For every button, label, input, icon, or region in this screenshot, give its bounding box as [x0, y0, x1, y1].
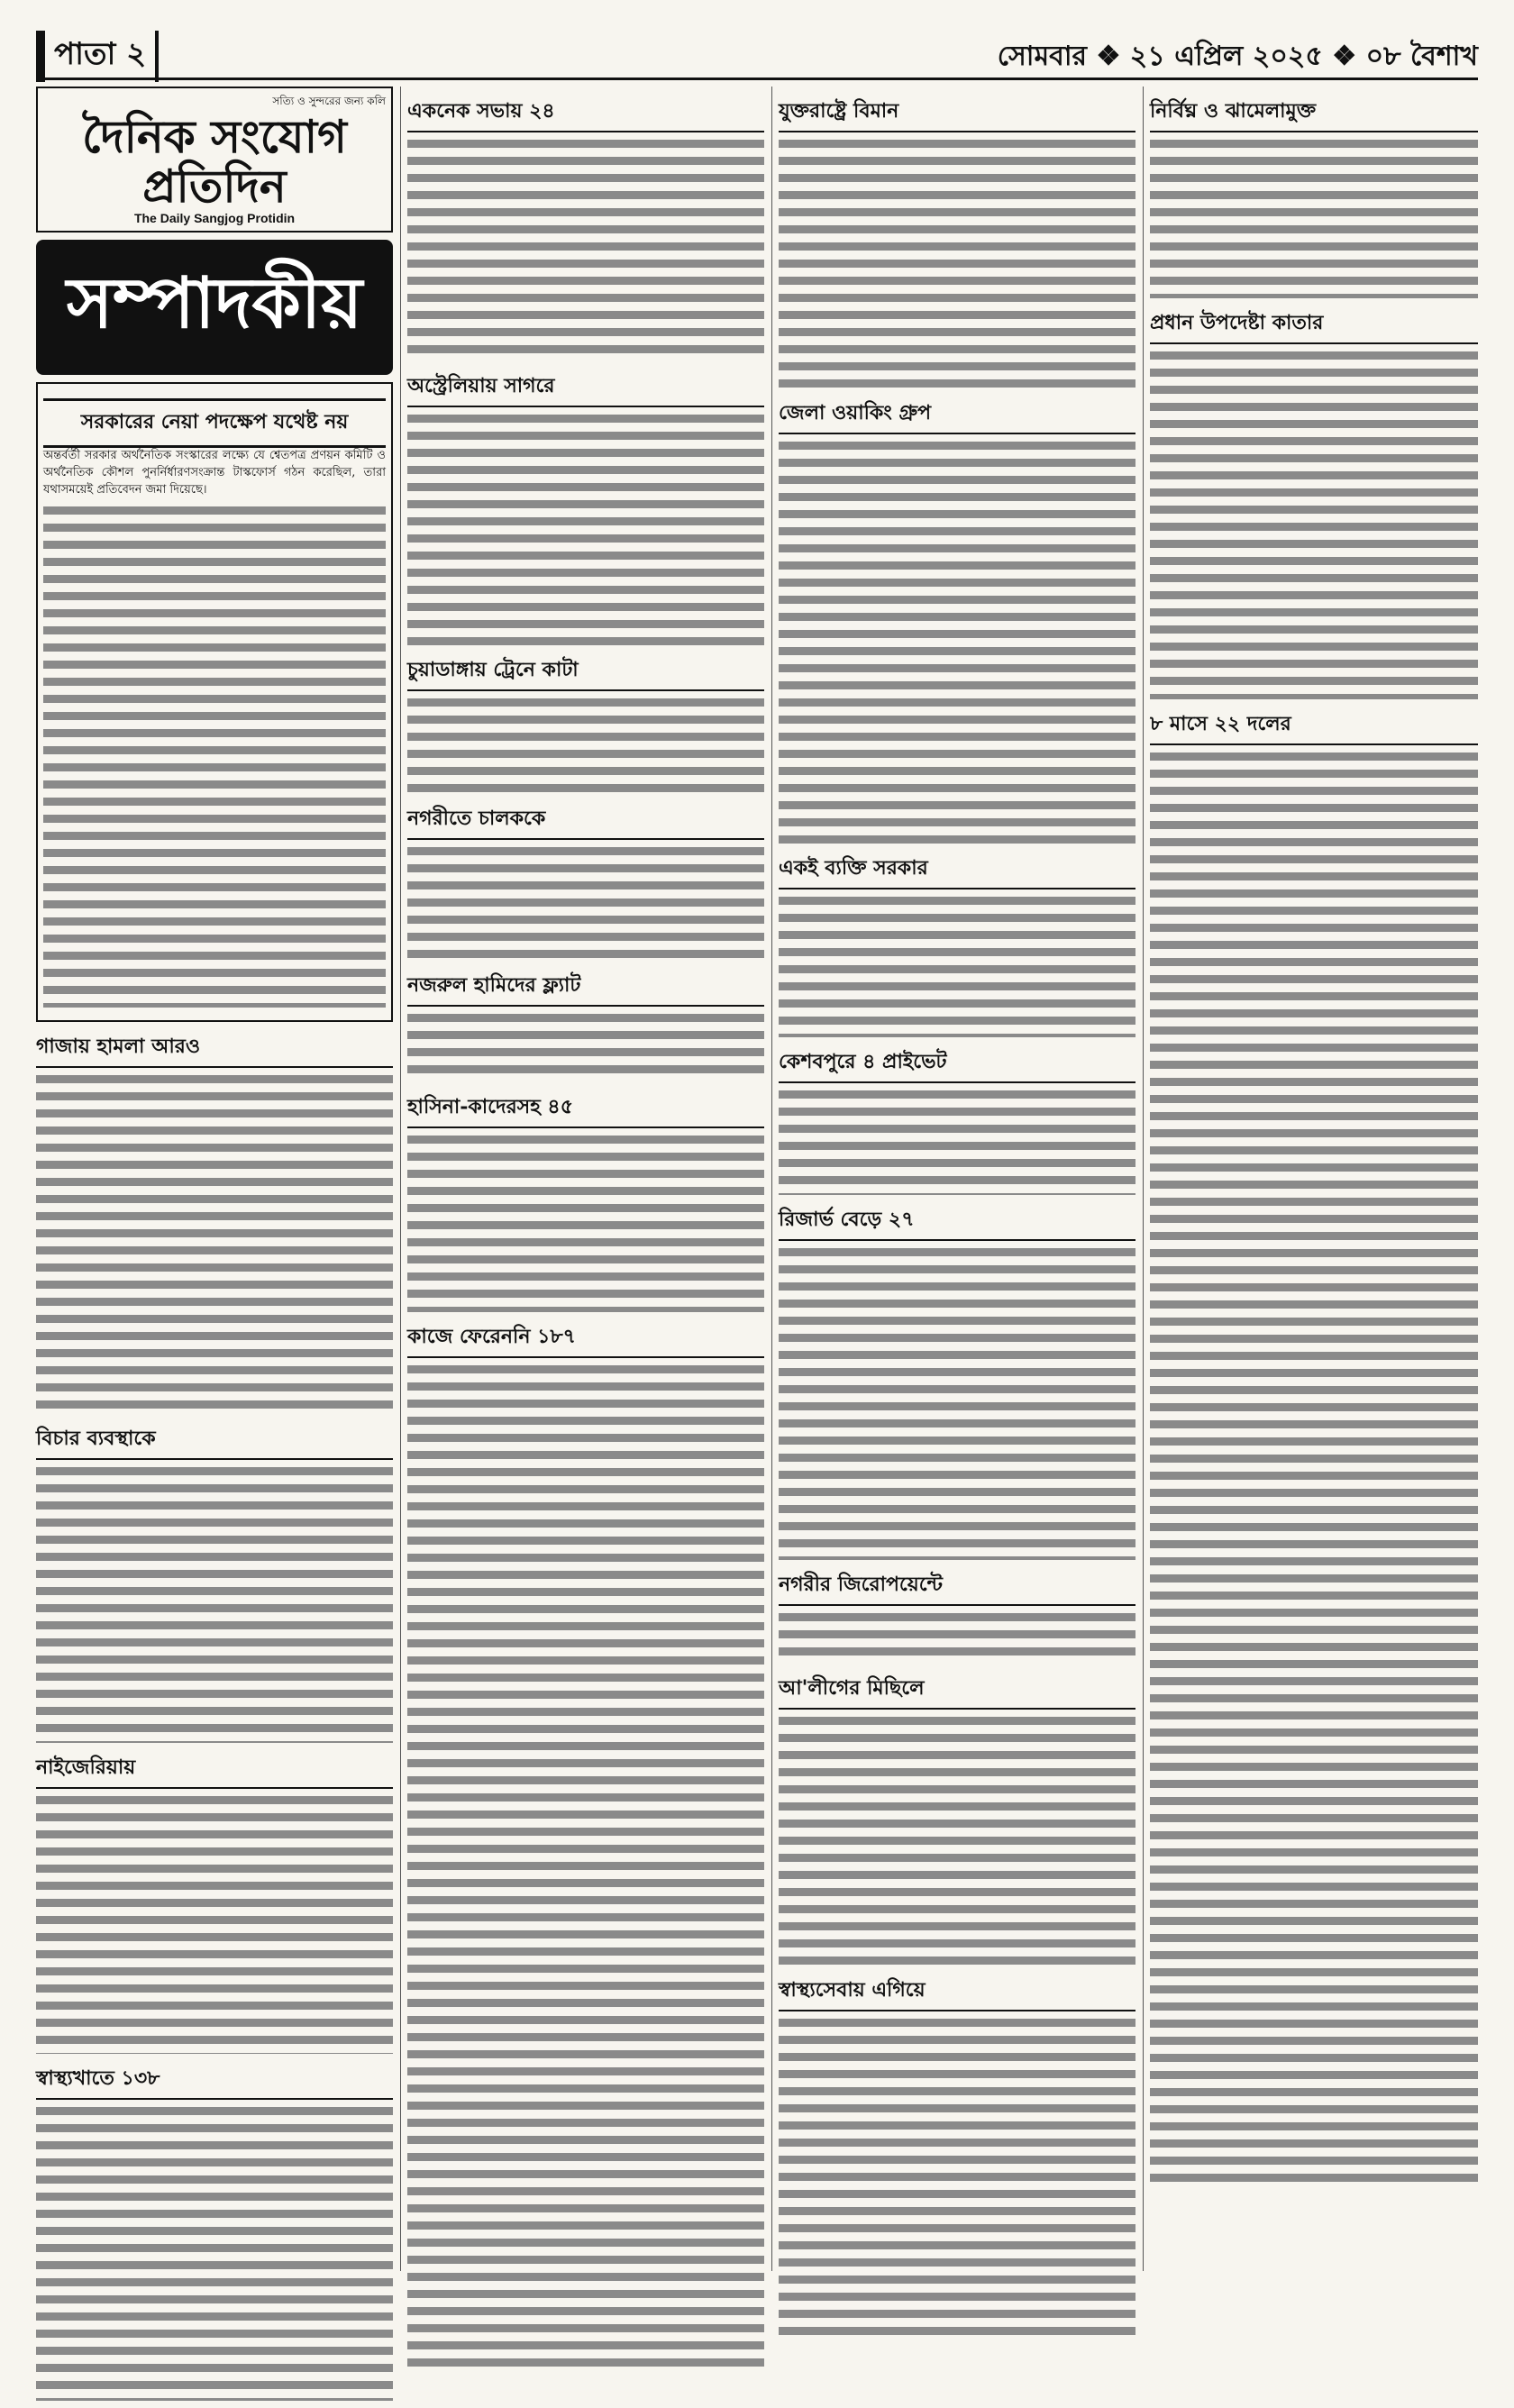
masthead-title: দৈনিক সংযোগ প্রতিদিন [82, 110, 347, 213]
headline-hasina: হাসিনা-কাদেরসহ ৪৫ [407, 1091, 764, 1128]
headline-judiciary: বিচার ব্যবস্থাকে [36, 1423, 393, 1460]
headline-reserve: রিজার্ভ বেড়ে ২৭ [779, 1204, 1136, 1241]
headline-nazrul: নজরুল হামিদের ফ্ল্যাট [407, 970, 764, 1007]
headline-awami: আ'লীগের মিছিলে [779, 1673, 1136, 1710]
column-4 [1150, 87, 1478, 2198]
article-body [407, 1010, 764, 1082]
masthead [36, 87, 393, 233]
headline-adviser: প্রধান উপদেষ্টা কাতার [1150, 307, 1478, 344]
headline-airline: যুক্তরাষ্ট্রে বিমান [779, 96, 1136, 132]
article-body [779, 893, 1136, 1037]
headline-job: কাজে ফেরেননি ১৮৭ [407, 1321, 764, 1358]
article-body [407, 695, 764, 794]
column-1 [36, 87, 393, 2408]
article-body [36, 2103, 393, 2401]
article-body [407, 1362, 764, 2371]
article-body [1150, 136, 1478, 298]
headline-meeting: একনেক সভায় ২৪ [407, 96, 764, 132]
headline-nigeria: নাইজেরিয়ায় [36, 1752, 393, 1789]
column-3 [779, 87, 1136, 2347]
article-body [779, 438, 1136, 844]
headline-driver: নগরীতে চালককে [407, 803, 764, 840]
headline-health-forward: স্বাস্থ্যসেবায় এগিয়ে [779, 1975, 1136, 2011]
article-body [43, 503, 386, 1008]
article-body [36, 1464, 393, 1743]
headline-kesabpur: কেশবপুরে ৪ প্রাইভেট [779, 1046, 1136, 1083]
date-line: সোমবার ❖ ২১ এপ্রিল ২০২৫ ❖ ০৮ বৈশাখ [997, 41, 1478, 72]
article-body [407, 411, 764, 645]
article-body [779, 1610, 1136, 1664]
headline-sea: জেলা ওয়াকিং গ্রুপ [779, 397, 1136, 434]
article-body [36, 1792, 393, 2054]
article-body [407, 136, 764, 361]
column-divider [771, 87, 772, 2271]
article-body [779, 136, 1136, 388]
article-body [779, 2015, 1136, 2340]
column-divider [400, 87, 401, 2271]
masthead-slogan: সত্যি ও সুন্দরের জন্য কলি [272, 95, 386, 107]
headline-health: স্বাস্থ্যখাতে ১৩৮ [36, 2063, 393, 2100]
editorial-headline: সরকারের নেয়া পদক্ষেপ যথেষ্ট নয় [43, 398, 386, 448]
article-body [779, 1245, 1136, 1560]
headline-parties: ৮ মাসে ২২ দলের [1150, 708, 1478, 745]
article-body [407, 1132, 764, 1312]
page-number: পাতা ২ [36, 31, 159, 82]
headline-train: চুয়াডাঙ্গায় ট্রেনে কাটা [407, 654, 764, 691]
editorial-box [36, 382, 393, 1022]
headline-election: নির্বিঘ্ন ও ঝামেলামুক্ত [1150, 96, 1478, 132]
article-body [1150, 348, 1478, 699]
headline-gaza: গাজায় হামলা আরও [36, 1031, 393, 1068]
page-header [36, 27, 1478, 80]
article-body [407, 844, 764, 961]
column-2 [407, 87, 764, 2378]
article-body [1150, 749, 1478, 2191]
headline-zero-point: নগরীর জিরোপয়েন্টে [779, 1569, 1136, 1606]
editorial-lead: অন্তর্বর্তী সরকার অর্থনৈতিক সংস্কারের লক্ষ্যে যে শ্বেতপত্র প্রণয়ন কমিটি ও অর্থনৈতিক কৌশল পুনর্নির্ধারণসংক্রান্ত টাস্কফোর্স গঠন করেছিল, তারা যথাসময়েই প্রতিবেদন জমা দিয়েছে। [43, 449, 386, 497]
masthead-subtitle: The Daily Sangjog Protidin [133, 211, 296, 225]
column-divider [1143, 87, 1144, 2271]
article-body [779, 1087, 1136, 1195]
editorial-banner: সম্পাদকীয় [36, 240, 393, 375]
headline-australia: অস্ট্রেলিয়ায় সাগরে [407, 370, 764, 407]
article-body [779, 1713, 1136, 1966]
headline-one-person: একই ব্যক্তি সরকার [779, 853, 1136, 889]
article-body [36, 1072, 393, 1414]
